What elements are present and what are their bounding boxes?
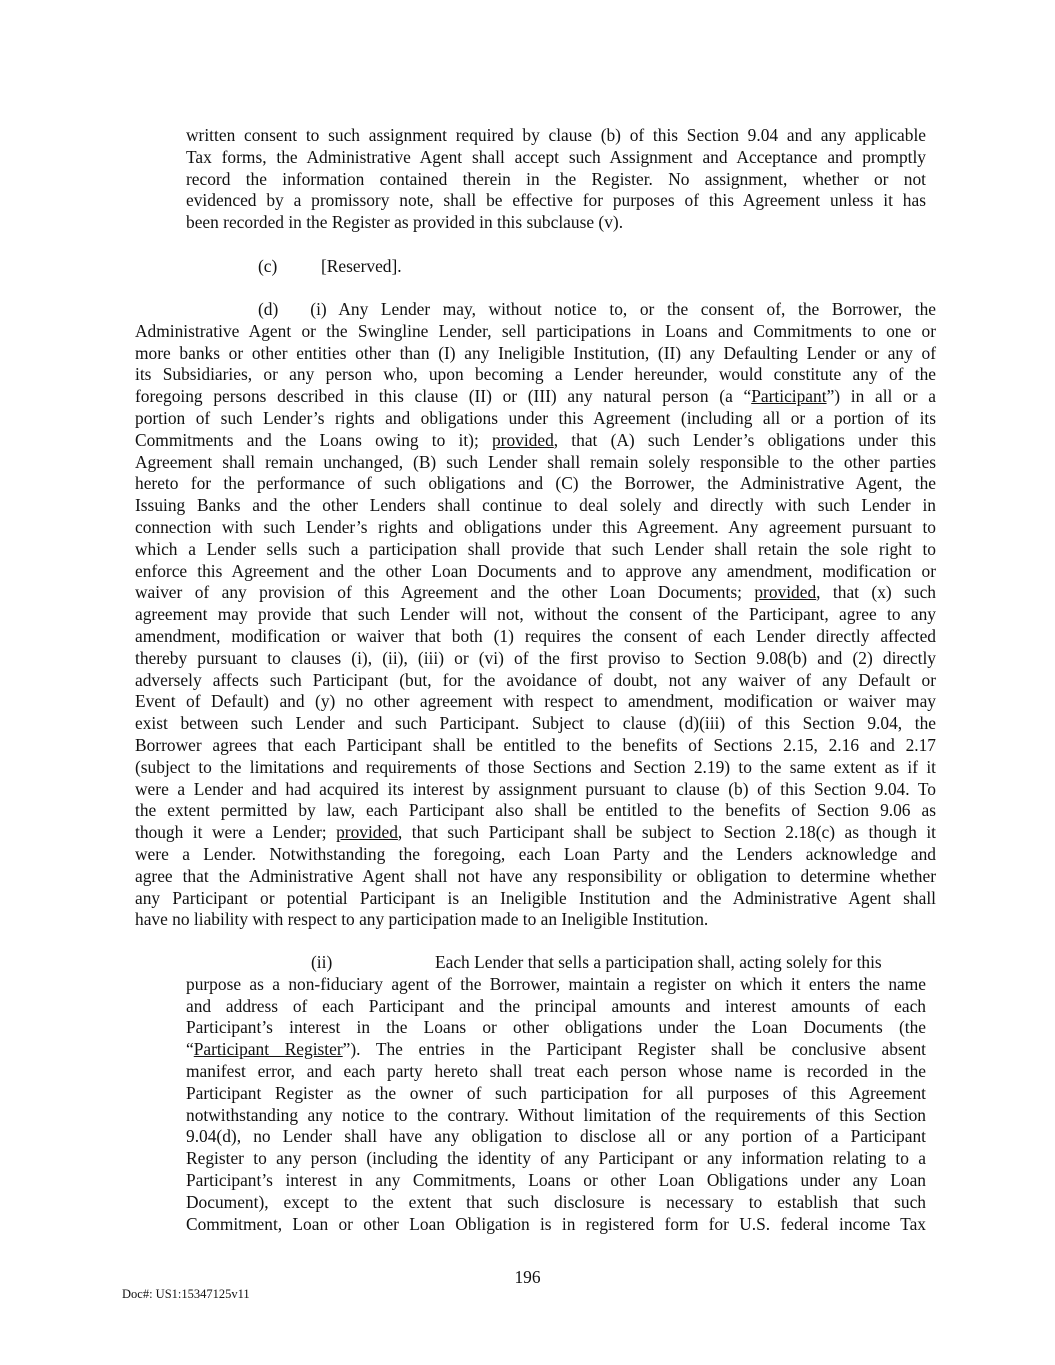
text-line: hereto for the performance of such obligations and (C) the Borrower, the Administrative Agent, the	[135, 473, 936, 494]
text-line: Administrative Agent or the Swingline Lender, sell participations in Loans and Commitments to one or	[135, 320, 936, 341]
text-line: Participant’s interest in the Loans or other obligations under the Loan Documents (the	[186, 1017, 926, 1038]
text-line: more banks or other entities other than (I) any Ineligible Institution, (II) any Defaulting Lender or any of	[135, 342, 936, 363]
text-line	[135, 299, 936, 321]
text-line: its Subsidiaries, or any person who, upon becoming a Lender hereunder, would constitute any of the	[135, 364, 936, 385]
paragraph-continuation	[186, 125, 926, 234]
text-line: were a Lender and had acquired its interest by assignment pursuant to clause (b) of this Section 9.04. To	[135, 778, 936, 799]
clause-label: (ii)	[311, 952, 333, 972]
text-line: “Participant Register”). The entries in the Participant Register shall be conclusive absent	[186, 1039, 926, 1060]
text-line: waiver of any provision of this Agreement and the other Loan Documents; provided, that (x) such	[135, 582, 936, 603]
defined-term: Participant Register	[193, 1039, 343, 1060]
text-line: the extent permitted by law, each Participant also shall be entitled to the benefits of Section 9.06 as	[135, 800, 936, 821]
text-line: Register to any person (including the identity of any Participant or any information relating to a	[186, 1148, 926, 1169]
text-line: manifest error, and each party hereto shall treat each person whose name is recorded in the	[186, 1060, 926, 1081]
clause-first-line: (i) Any Lender may, without notice to, or the consent of, the Borrower, the	[310, 299, 936, 319]
clause-text: [Reserved].	[321, 256, 402, 276]
paragraph-ii	[186, 952, 926, 1235]
text-line: Issuing Banks and the other Lenders shall continue to deal solely and directly with such Lender in	[135, 495, 936, 516]
text-line: record the information contained therein in the Register. No assignment, whether or not	[186, 168, 926, 189]
defined-term: provided	[336, 822, 398, 843]
text-line: been recorded in the Register as provided in this subclause (v).	[186, 212, 624, 233]
text-line: (subject to the limitations and requirements of those Sections and Section 2.19) to the same extent as if it	[135, 756, 936, 777]
text-line: which a Lender sells such a participation shall provide that such Lender shall retain the sole right to	[135, 538, 936, 559]
text-line: and address of each Participant and the principal amounts and interest amounts of each	[186, 995, 926, 1016]
clause-label: (c)	[258, 256, 278, 276]
text-line: Commitment, Loan or other Loan Obligation is in registered form for U.S. federal income Tax	[186, 1213, 926, 1234]
text-line: agree that the Administrative Agent shall not have any responsibility or obligation to determine whether	[135, 865, 936, 886]
text-line: exist between such Lender and such Participant. Subject to clause (d)(iii) of this Section 9.04, the	[135, 713, 936, 734]
text-line: Commitments and the Loans owing to it); provided, that (A) such Lender’s obligations under this	[135, 429, 936, 450]
text-line: Participant Register as the owner of such participation for all purposes of this Agreement	[186, 1082, 926, 1103]
text-line: Document), except to the extent that such disclosure is necessary to establish that such	[186, 1191, 926, 1212]
text-line: have no liability with respect to any participation made to an Ineligible Institution.	[135, 909, 709, 930]
defined-term: provided	[491, 429, 554, 450]
text-line: enforce this Agreement and the other Loan Documents and to approve any amendment, modification or	[135, 560, 936, 581]
text-line: written consent to such assignment required by clause (b) of this Section 9.04 and any applicable	[186, 125, 926, 145]
text-line: though it were a Lender; provided, that such Participant shall be subject to Section 2.18(c) as though it	[135, 822, 936, 843]
paragraph-d	[135, 299, 937, 931]
text-line: Agreement shall remain unchanged, (B) such Lender shall remain solely responsible to the other parties	[135, 451, 936, 472]
text-line: Participant’s interest in any Commitments, Loans or other Loan Obligations under any Loan	[186, 1169, 926, 1190]
text-line: foregoing persons described in this clause (II) or (III) any natural person (a “Participant”) in all or a	[135, 386, 937, 407]
clause-label: (d)	[258, 299, 279, 319]
document-id: Doc#: US1:15347125v11	[122, 1287, 250, 1301]
text-line: purpose as a non-fiduciary agent of the Borrower, maintain a register on which it enters the name	[186, 973, 926, 994]
text-line: adversely affects such Participant (but, for the avoidance of doubt, not any waiver of any Default or	[135, 669, 936, 690]
text-line: were a Lender. Notwithstanding the foregoing, each Loan Party and the Lenders acknowledge and	[135, 843, 936, 864]
text-line: Event of Default) and (y) no other agreement with respect to amendment, modification or waiver may	[135, 691, 936, 712]
text-line: thereby pursuant to clauses (i), (ii), (iii) or (vi) of the first proviso to Section 9.08(b) and (2) directly	[135, 647, 936, 668]
text-line: notwithstanding any notice to the contrary. Without limitation of the requirements of this Section	[186, 1104, 926, 1125]
text-line: agreement may provide that such Lender will not, without the consent of the Participant, agree to any	[135, 604, 936, 625]
text-line: amendment, modification or waiver that both (1) requires the consent of each Lender directly affected	[135, 625, 936, 646]
text-line: 9.04(d), no Lender shall have any obligation to disclose all or any portion of a Participant	[186, 1126, 926, 1147]
defined-term: provided	[754, 582, 817, 603]
text-line: portion of such Lender’s rights and obligations under this Agreement (including all or a portion of its	[135, 407, 936, 428]
defined-term: Participant	[751, 386, 827, 407]
paragraph-c	[258, 256, 402, 278]
text-line: any Participant or potential Participant is an Ineligible Institution and the Administrative Agent shall	[135, 887, 936, 908]
text-line: connection with such Lender’s rights and obligations under this Agreement. Any agreement pursuant to	[135, 516, 936, 537]
text-line: Borrower agrees that each Participant shall be entitled to the benefits of Sections 2.15, 2.16 and 2.17	[135, 734, 936, 755]
page-number: 196	[514, 1267, 541, 1287]
clause-first-line: Each Lender that sells a participation shall, acting solely for this	[435, 952, 882, 972]
text-line: Tax forms, the Administrative Agent shall accept such Assignment and Acceptance and promptly	[186, 146, 926, 167]
text-line: evidenced by a promissory note, shall be effective for purposes of this Agreement unless it has	[186, 190, 926, 211]
text-line	[186, 952, 926, 974]
